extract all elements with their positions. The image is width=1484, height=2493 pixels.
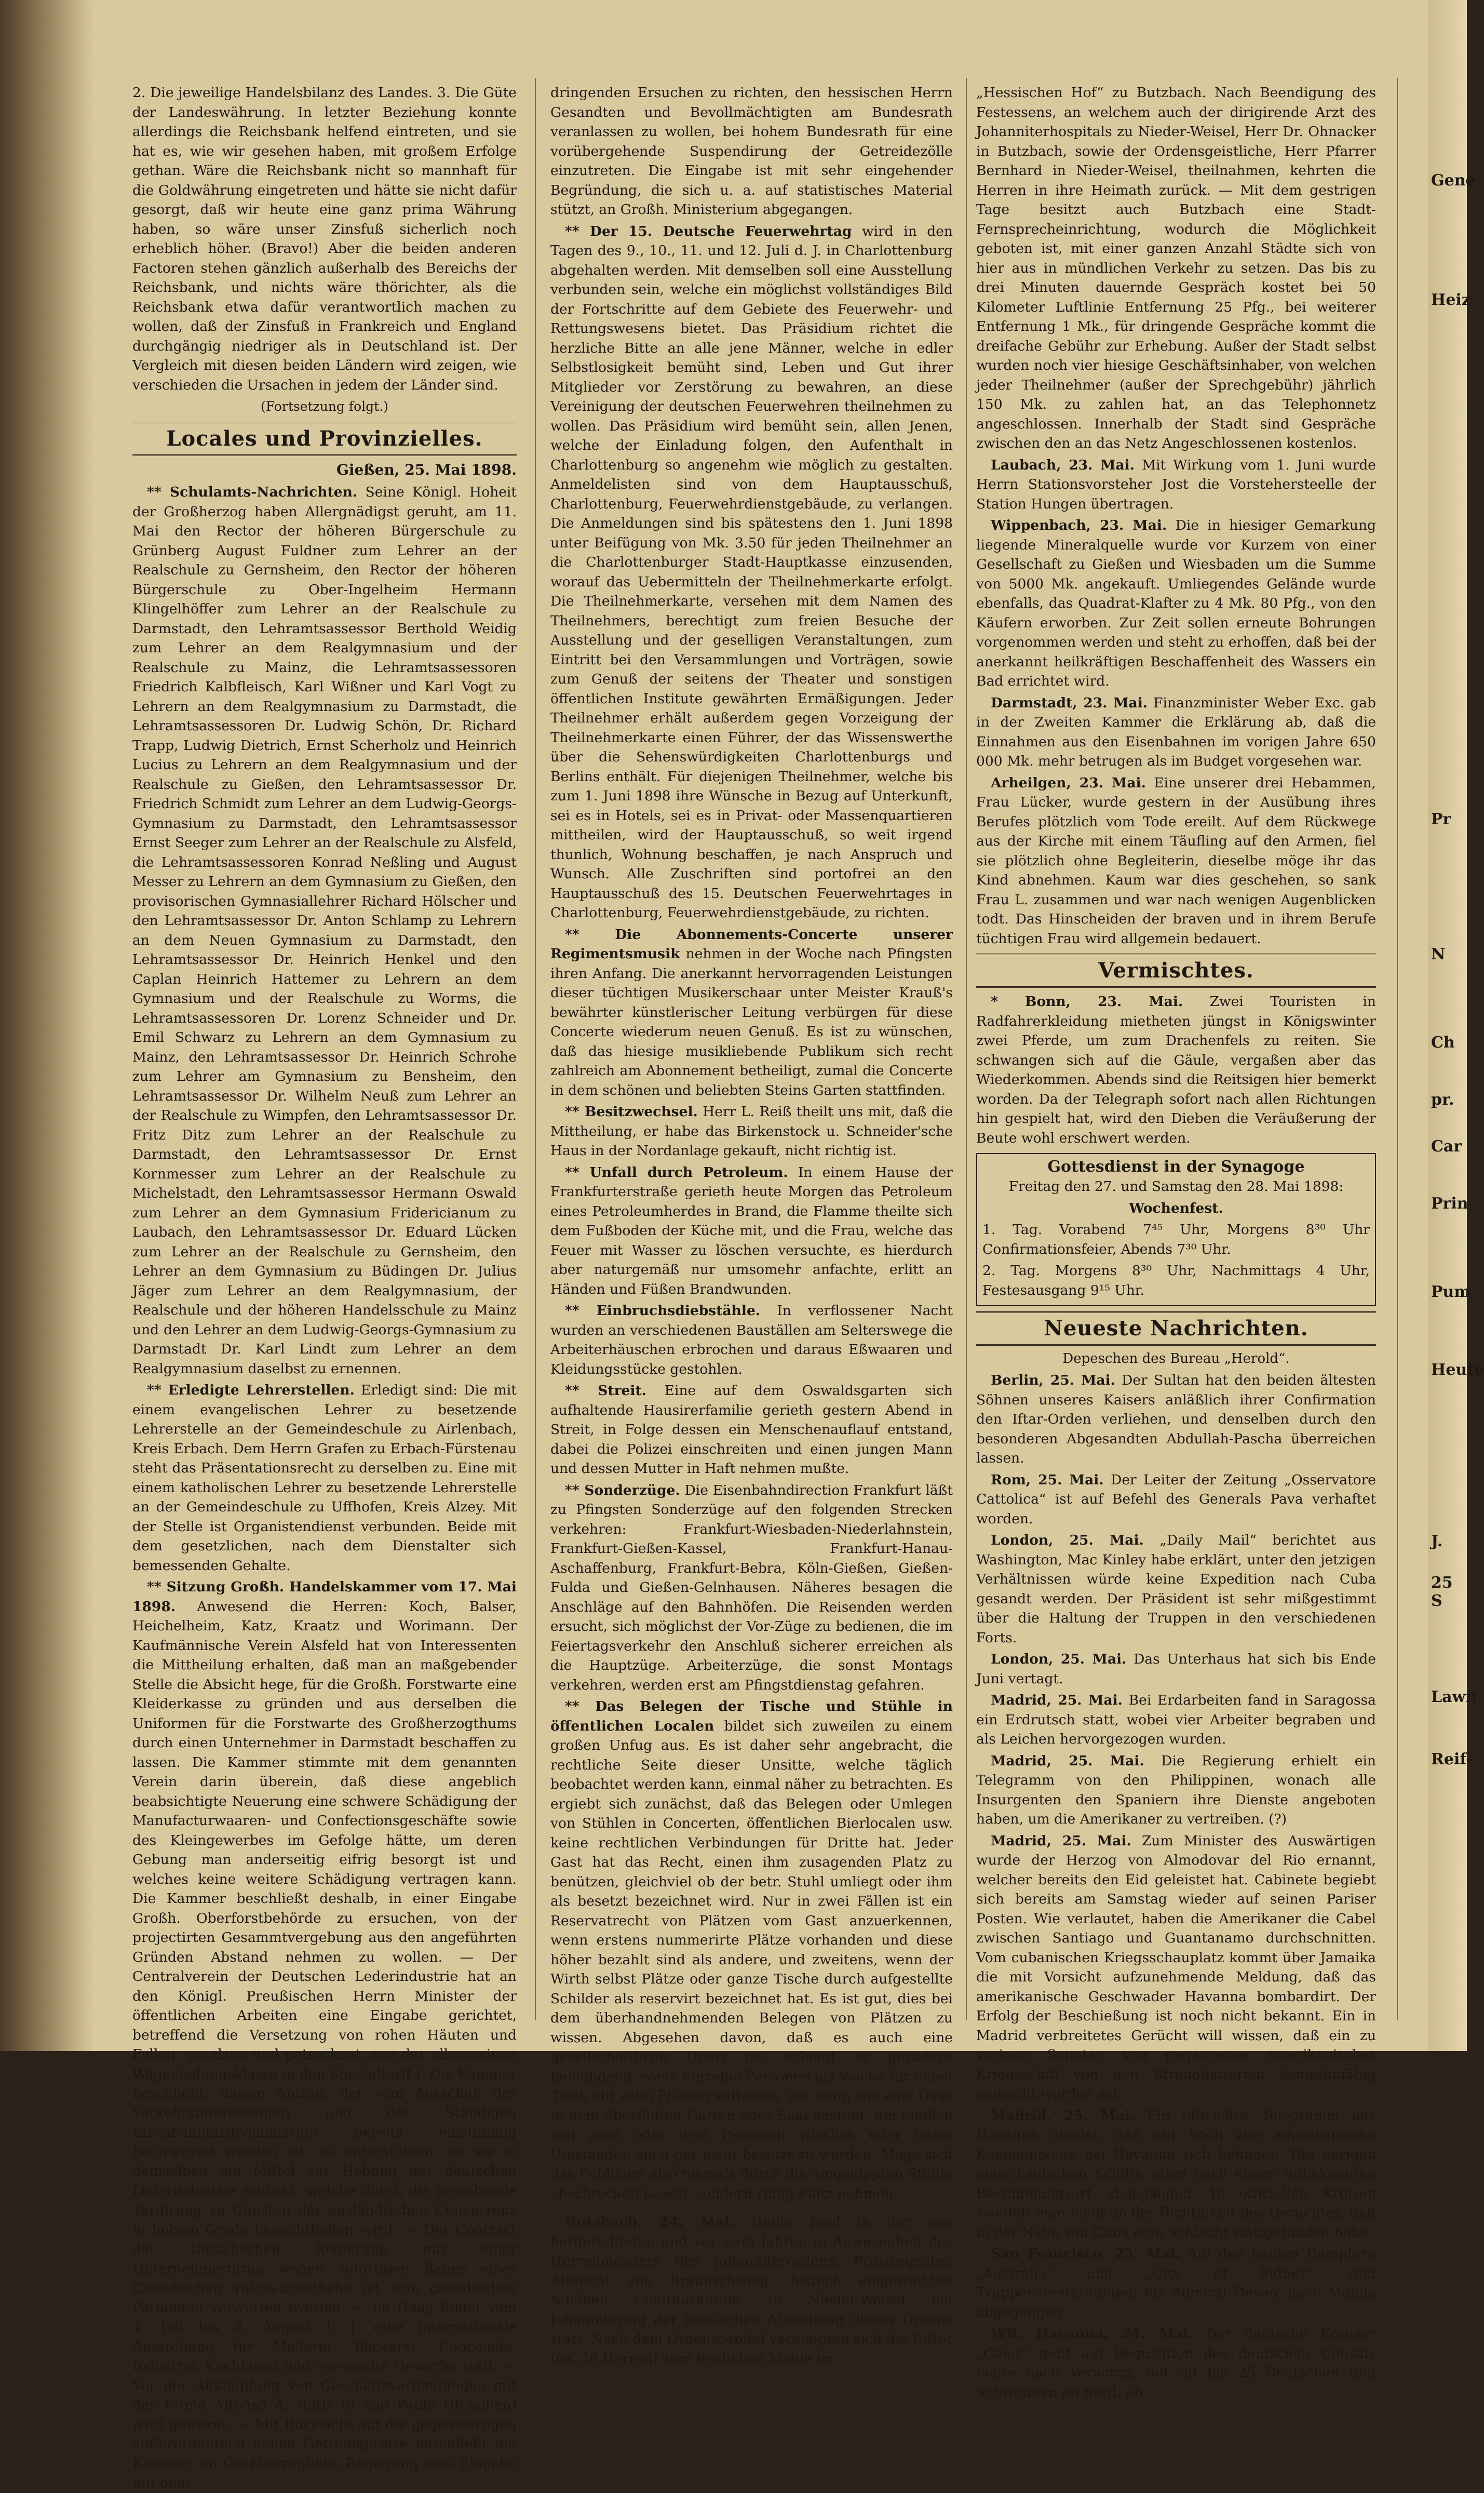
article-darmstadt: Darmstadt, 23. Mai. Finanzminister Weber Exc. gab in der Zweiten Kammer die Erklärung ab, daß die Einnahmen aus den Eisenbahnen im vorigen Jahre 650 000 Mk. mehr betrugen als im Budget vorgesehen war. bbox=[976, 694, 1376, 769]
continued-note: (Fortsetzung folgt.) bbox=[261, 399, 388, 414]
news-item: Berlin, 25. Mai. Der Sultan hat den beiden ältesten Söhnen unseres Kaisers anläßlich ihrer Confirmation den Iftar-Orden verliehen, und denselben durch den besonderen Abgesandten Abdullah-Pascha überreichen lassen. bbox=[976, 1372, 1376, 1466]
article-text: „Hessischen Hof“ zu Butzbach. Nach Beendigung des Festessens, an welchem auch der dirigirende Arzt des Johanniterhospitals zu Nieder-Weisel, Herr Dr. Ohnacker in Butzbach, sowie der Ordensgeistliche, Herr Pfarrer Bernhard in Nieder-Weisel, theilnahmen, kehrten die Herren in ihre Heimath zurück. — Mit dem gestrigen Tage besitzt auch Butzbach eine Stadt-Fernsprecheinrichtung, wodurch die Möglichkeit geboten ist, mit einer ganzen Anzahl Städte sich von hier aus in mündlichen Verkehr zu setzen. Das bis zu drei Minuten dauernde Gespräch kostet bei 50 Kilometer Luftlinie Entfernung 25 Pfg., bei weiterer Entfernung 1 Mk., für dringende Gespräche kommt die dreifache Gebühr zur Erhebung. Außer der Stadt selbst wurden noch vier hiesige Geschäftsinhaber, von welchen jeder Theilnehmer (außer der Sprechgebühr) jährlich 150 Mk. zu zahlen hat, an das Telephonnetz angeschlossen. Innerhalb der Stadt sind Gespräche zwischen den an das Netz Angeschlossenen kostenlos. bbox=[976, 85, 1376, 451]
article-butzbach: Butzbach, 24. Mai. Heute fand in der neu hergerichteten und vor zwei Jahren in Anwesenheit des Herrenmeisters des Johanniterordens, Prinzregenten Albrecht von Braunschweig, festlich eingeweihten schönen Comthurkirche zu Nieder-Weisel ein Johannitertag der hessischen Abtheilung dieses Ordens statt. Nach dem Ordenscapitel vereinigten sich die Ritter (ca. 26 Herren) zum festlichen Mahle im bbox=[550, 2214, 953, 2367]
edge-fragment: Heiz bbox=[1431, 291, 1470, 309]
edge-fragment: Pr bbox=[1431, 810, 1451, 828]
column-rule bbox=[1397, 78, 1398, 2020]
divider bbox=[571, 2207, 932, 2208]
article-arheilgen: Arheilgen, 23. Mai. Eine unserer drei Hebammen, Frau Lücker, wurde gestern in der Ausübung ihres Berufes plötzlich vom Tode ereilt. Auf dem Rückwege aus der Kirche mit einem Täufling auf den Armen, fiel sie plötzlich ohne Begleiterin, dieselbe möge ihr das Kind abnehmen. Kaum war dies geschehen, so sank Frau L. zusammen und war nach wenigen Augenblicken todt. Das Hinscheiden der braven und in ihrem Berufe tüchtigen Frau wird allgemein bedauert. bbox=[976, 774, 1376, 947]
adjacent-page-edge bbox=[1428, 0, 1484, 2051]
article-sonderzuege: ** Sonderzüge. Die Eisenbahndirection Frankfurt läßt zu Pfingsten Sonderzüge auf den folgenden Strecken verkehren: Frankfurt-Wiesbaden-Niederlahnstein, Frankfurt-Gießen-Kassel, Frankfurt-Hanau-Aschaffenburg, Frankfurt-Bebra, Köln-Gießen, Gießen-Fulda und Gießen-Gelnhausen. Näheres besagen die Anschläge auf den Bahnhöfen. Die Reisenden werden ersucht, sich möglichst der Vor-Züge zu bedienen, die im Feiertagsverkehr den Anschluß sicherer erreichen als die Hauptzüge. Arbeiterzüge, die sonst Montags verkehren, werden erst am Pfingstdienstag gefahren. bbox=[550, 1482, 953, 1693]
article-laubach: Laubach, 23. Mai. Mit Wirkung vom 1. Juni wurde Herrn Stationsvorsteher Jost die Vorstehersteelle der Station Hungen übertragen. bbox=[976, 457, 1376, 512]
edge-fragment: J. bbox=[1431, 1532, 1443, 1550]
news-item: London, 25. Mai. „Daily Mail“ berichtet aus Washington, Mac Kinley habe erklärt, unter den jetzigen Verhältnissen würde keine Expedition nach Cuba gesandt werden. Der Präsident ist sehr mißgestimmt über die Haltung der Truppen in den verschiedenen Forts. bbox=[976, 1532, 1377, 1646]
article-schulamt: ** Schulamts-Nachrichten. Seine Königl. Hoheit der Großherzog haben Allergnädigst geruht, am 11. Mai den Rector der höheren Bürgerschule zu Grünberg August Fuldner zum Lehrer an der Realschule zu Gernsheim, den Rector der höheren Bürgerschule zu Ober-Ingelheim Hermann Klingelhöffer zum Lehrer an der Realschule zu Darmstadt, den Lehramtsassessor Berthold Weidig zum Lehrer an dem Realgymnasium und der Realschule zu Mainz, die Lehramtsassessoren Friedrich Kalbfleisch, Karl Wißner und Karl Vogt zu Lehrern an dem Realgymnasium zu Darmstadt, die Lehramtsassessoren Dr. Ludwig Schön, Dr. Richard Trapp, Ludwig Dietrich, Ernst Scherholz und Heinrich Lucius zu Lehrern an dem Realgymnasium und der Realschule zu Gießen, den Lehramtsassessor Dr. Friedrich Schmidt zum Lehrer an dem Ludwig-Georgs-Gymnasium zu Darmstadt, den Lehramtsassessor Ernst Seeger zum Lehrer an der Realschule zu Alsfeld, die Lehramtsassessoren Konrad Neßling und August Messer zu Lehrern an dem Gymnasium zu Gießen, den provisorischen Gymnasiallehrer Richard Hölscher und den Lehramtsassessor Dr. Anton Schlamp zu Lehrern an dem Neuen Gymnasium zu Darmstadt, den Lehramtsassessor Dr. Heinrich Henkel und den Caplan Heinrich Hattemer zu Lehrern an dem Gymnasium und der Realschule zu Worms, die Lehramtsassessoren Dr. Lorenz Schneider und Dr. Emil Schwarz zu Lehrern an dem Gymnasium zu Mainz, den Lehramtsassessor Dr. Heinrich Schrohe zum Lehrer am Gymnasium zu Bensheim, den Lehramtsassessor Dr. Wilhelm Neuß zum Lehrer an der Realschule zu Wimpfen, den Lehramtsassessor Dr. Fritz Ditz zum Lehrer an der Realschule zu Darmstadt, den Lehramtsassessor Dr. Ernst Kornmesser zum Lehrer an der Realschule zu Michelstadt, den Lehramtsassessor Hermann Oswald zum Lehrer an dem Gymnasium Fridericianum zu Laubach, den Lehramtsassessor Dr. Eduard Lücken zum Lehrer an der Realschule zu Gernsheim, den Lehrer an dem Gymnasium zu Büdingen Dr. Julius Jäger zum Lehrer an dem Realgymnasium, der Realschule und der höheren Handelsschule zu Mainz und den Lehrer an dem Ludwig-Georgs-Gymnasium zu Darmstadt Dr. Karl Lindt zum Lehrer an dem Realgymnasium daselbst zu ernennen. bbox=[132, 484, 517, 1377]
edge-fragment: pr. bbox=[1431, 1091, 1454, 1109]
edge-fragment: Car bbox=[1431, 1137, 1462, 1156]
article-streit: ** Streit. Eine auf dem Oswaldsgarten sich aufhaltende Hausirerfamilie gerieth gestern Abend in Streit, in Folge dessen ein Menschenauflauf entstand, dabei die Polizei einschreiten und einen jungen Mann und dessen Mutter in Haft nehmen mußte. bbox=[550, 1383, 953, 1477]
edge-fragment: Prin bbox=[1431, 1195, 1468, 1213]
article-bonn: * Bonn, 23. Mai. Zwei Touristen in Radfahrerkleidung mietheten jüngst in Königswinter zwei Pferde, um zum Drachenfels zu reiten. Sie schwangen sich auf die Gäule, vergaßen aber das Wiederkommen. Abends sind die Reitsigen hier bemerkt worden. Da der Telegraph sofort nach allen Richtungen hin gespielt hat, wird den Dieben die Veräußerung der Beute wohl erschwert werden. bbox=[976, 994, 1376, 1146]
synagogue-day-2: 2. Tag. Morgens 8³⁰ Uhr, Nachmittags 4 Uhr, Festesausgang 9¹⁵ Uhr. bbox=[982, 1263, 1370, 1298]
column-1 bbox=[132, 83, 517, 2491]
column-rule bbox=[535, 78, 536, 2020]
article-text: dringenden Ersuchen zu richten, den hessischen Herrn Gesandten und Bevollmächtigten am Bundesrath veranlassen zu wollen, bei hohem Bundesrath für eine vorübergehende Suspendirung der Getreidezölle einzutreten. Die Eingabe ist mit sehr eingehender Begründung, die sich u. a. auf statistisches Material stützt, an Großh. Ministerium abgegangen. bbox=[550, 85, 953, 218]
article-einbruch: ** Einbruchsdiebstähle. In verflossener Nacht wurden an verschiedenen Bauställen am Selterswege die Arbeiterhäuschen erbrochen und daraus Eßwaaren und Kleidungsstücke gestohlen. bbox=[550, 1303, 953, 1377]
article-belegen: ** Das Belegen der Tische und Stühle in öffentlichen Localen bildet sich zuweilen zu einem großen Unfug aus. Es ist daher sehr angebracht, die rechtliche Seite dieser Unsitte, welche täglich beobachtet werden kann, einmal näher zu betrachten. Es ergiebt sich zunächst, daß das Belegen oder Umlegen von Stühlen in Concerten, öffentlichen Bierlocalen usw. keine rechtlichen Verbindungen für Dritte hat. Jeder Gast hat das Recht, einen ihm zusagenden Platz zu benützen, gleichviel ob der betr. Stuhl umliegt oder ihm als besetzt bezeichnet wird. Nur in zwei Fällen ist ein Reservatrecht von Plätzen vom Gast anzuerkennen, wenn erstens nummerirte Plätze vorhanden und diese höher bezahlt sind als andere, und zweitens, wenn der Wirth selbst Plätze oder ganze Tische durch aufgestellte Schilder als reservirt bezeichnet hat. Es ist gut, dies bei dem überhandnehmenden Belegen von Plätzen zu wissen. Abgesehen davon, daß es auch eine gesellschaftliche Unart ist, scheint es geradezu beleidigend, wenn einzelne Personen als Wache für einen Tisch mit zehn Plätzen auftreten, der dann wie eine Oase in dem überfüllten Garten oder Saal dasteht, um endlich von zwei oder drei Personen wirklich oder unter Umständen auch gar nicht besetzt zu werden. Möge sich das Publikum also niemals durch die umgekippten Stühle abschrecken lassen, sondern ruhig Platz nehmen. bbox=[550, 1698, 953, 2202]
synagogue-date: Freitag den 27. und Samstag den 28. Mai 1898: bbox=[1008, 1178, 1344, 1195]
news-item: Madrid, 25. Mai. Die Regierung erhielt ein Telegramm von den Philippinen, wonach alle Insurgenten den Spaniern ihre Dienste angeboten haben, um die Amerikaner zu vertreiben. (?) bbox=[976, 1752, 1376, 1827]
synagogue-box bbox=[976, 1153, 1376, 1306]
article-lehrerstellen: ** Erledigte Lehrerstellen. Erledigt sind: Die mit einem evangelischen Lehrer zu besetzende Lehrerstelle an der Gemeindeschule zu Airlenbach, Kreis Erbach. Dem Herrn Grafen zu Erbach-Fürstenau steht das Präsentationsrecht zu derselben zu. Eine mit einem katholischen Lehrer zu besetzende Lehrerstelle an der Gemeindeschule zu Uffhofen, Kreis Alzey. Mit der Stelle ist Organistendienst verbunden. Beide mit dem gesetzlichen, nach dem Dienstalter sich bemessenden Gehalte. bbox=[132, 1382, 517, 1574]
article-concerte: ** Die Abonnements-Concerte unserer Regimentsmusik nehmen in der Woche nach Pfingsten ihren Anfang. Die anerkannt hervorragenden Leistungen dieser tüchtigen Musikerschaar unter Meister Krauß's bewährter künstlerischer Leitung verbürgen für diese Concerte wiederum neuen Genuß. Es ist zu wünschen, daß das hiesige musikliebende Publikum sich recht zahlreich am Abonnement betheiligt, zumal die Concerte in dem schönen und beliebten Steins Garten stattfinden. bbox=[550, 926, 953, 1098]
article-unfall: ** Unfall durch Petroleum. In einem Hause der Frankfurterstraße gerieth heute Morgen das Petroleum eines Petroleumherdes in Brand, die Flamme theilte sich dem Fußboden der Küche mit, und die Frau, welche das Feuer mit Wasser zu löschen versuchte, es hierdurch aber naturgemäß nur umsomehr anfachte, erlitt an Händen und Füßen Brandwunden. bbox=[550, 1164, 953, 1297]
news-item: Madrid, 25. Mai. Bei Erdarbeiten fand in Saragossa ein Erdrutsch statt, wobei vier Arbeiter begraben und als Leichen hervorgezogen wurden. bbox=[976, 1692, 1376, 1747]
synagogue-feast: Wochenfest. bbox=[1129, 1200, 1223, 1216]
article-wippenbach: Wippenbach, 23. Mai. Die in hiesiger Gemarkung liegende Mineralquelle wurde vor Kurzem von einer Gesellschaft zu Gießen und Wiesbaden um die Summe von 5000 Mk. angekauft. Umliegendes Gelände wurde ebenfalls, das Quadrat-Klafter zu 4 Mk. 80 Pfg., von den Käufern erworben. Zur Zeit sollen erneute Bohrungen vorgenommen werden und steht zu erhoffen, daß bei der anerkannt heilkräftigen Beschaffenheit des Wassers ein Bad errichtet wird. bbox=[976, 517, 1376, 689]
news-item: Rom, 25. Mai. Der Leiter der Zeitung „Osservatore Cattolica“ ist auf Befehl des Generals Pava verhaftet worden. bbox=[976, 1471, 1376, 1527]
edge-fragment: Gene bbox=[1431, 171, 1476, 190]
dateline: Gießen, 25. Mai 1898. bbox=[336, 461, 517, 478]
article-besitzwechsel: ** Besitzwechsel. Herr L. Reiß theilt uns mit, daß die Mittheilung, er habe das Birkenstock u. Schneider'sche Haus in der Nordanlage gekauft, nicht richtig ist. bbox=[550, 1104, 953, 1159]
article-text: 2. Die jeweilige Handelsbilanz des Landes. 3. Die Güte der Landeswährung. In letzter Beziehung konnte allerdings die Reichsbank helfend eintreten, und sie hat es, wie wir gesehen haben, mit großem Erfolge gethan. Wäre die Reichsbank nicht so mannhaft für die Goldwährung eingetreten und hätte sie nicht dafür gesorgt, daß wir heute eine ganz prima Währung haben, so wäre unser Zinsfuß sicherlich noch erheblich höher. (Bravo!) Aber die beiden anderen Factoren stehen gänzlich außerhalb des Bereichs der Reichsbank, und nichts wäre thörichter, als die Reichsbank etwa dafür verantwortlich machen zu wollen, daß der Zinsfuß in Frankreich und England durchgängig niedriger als in Deutschland ist. Der Vergleich mit diesen beiden Ländern wird zeigen, wie verschieden die Ursachen in jedem der Länder sind. bbox=[132, 85, 517, 393]
section-heading-misc: Vermischtes. bbox=[976, 954, 1376, 988]
edge-fragment: Ch bbox=[1431, 1034, 1455, 1052]
column-rule bbox=[966, 78, 967, 2020]
book-binding bbox=[0, 0, 93, 2051]
news-item: Madrid, 25. Mai. Zum Minister des Auswärtigen wurde der Herzog von Almodovar del Rio ernannt, welcher bereits den Eid geleistet hat. Cabinete begiebt sich bereits am Samstag wieder auf seinen Pariser Posten. Wie verlautet, haben die Amerikaner die Cabel zwischen Santiago und Guantanamo durchschnitten. Vom cubanischen Kriegsschauplatz kommt über Jamaika die mit Vorsicht aufzunehmende Meldung, daß das amerikanische Geschwader Havanna bombardirt. Der Erfolg der Beschießung ist noch nicht bekannt. Ein in Madrid verbreitetes Gerücht will wissen, daß ein zu vorigen Sonntag von gegangenes amerikanisches Kriegsschiff von den Strandbatterien kampfunfähig gemacht worden sei. bbox=[976, 1832, 1376, 2102]
edge-fragment: Reif- bbox=[1431, 1750, 1473, 1768]
edge-fragment: N bbox=[1431, 945, 1446, 963]
edge-fragment: Heute bbox=[1431, 1361, 1484, 1379]
news-item: Madrid, 25. Mai. Ein officielles Telegramm aus Havanna meldet, daß nur noch vier amerikanische Kanonenboote bei Havanna sich befinden. Die übrigen amerikanischen Schiffe seien nach einem unbekannten Bestimmungsort abgegangen. In officiellen Kreisen zweifelt man nicht an der Richtigkeit des Gerüchtes, daß in der Nähe von Cuba eine Schlacht stattgefunden habe. bbox=[976, 2107, 1376, 2241]
news-item: WB. Havanna, 24. Mai. Der deutsche Kreuzer „Geier“ geht auf Requisition des deutschen Consuls heute nach Veracruz, mit 20 bis 25 Deutschen und Schweizern an Bord, ab. bbox=[976, 2326, 1376, 2401]
news-source: Depeschen des Bureau „Herold“. bbox=[1062, 1351, 1290, 1366]
section-heading-local: Locales und Provinzielles. bbox=[132, 422, 517, 456]
section-heading-news: Neueste Nachrichten. bbox=[976, 1311, 1376, 1346]
edge-fragment: 25 S bbox=[1431, 1574, 1453, 1610]
column-3 bbox=[976, 83, 1377, 2401]
edge-fragment: Pum bbox=[1431, 1283, 1471, 1301]
synagogue-title: Gottesdienst in der Synagoge bbox=[1047, 1158, 1305, 1176]
edge-fragment: Lawn bbox=[1431, 1688, 1477, 1706]
article-handelskammer: ** Sitzung Großh. Handelskammer vom 17. Mai 1898. Anwesend die Herren: Koch, Balser, Heichelheim, Katz, Kraatz und Worimann. Der Kaufmännische Verein Alsfeld hat von Interessenten die Mittheilung erhalten, daß man an maßgebender Stelle die Absicht hege, für die Großh. Forstwarte eine Kleiderkasse zu gründen und aus derselben die Uniformen für die Forstwarte des Großherzogthums durch einen Unternehmer in Darmstadt beschaffen zu lassen. Die Kammer stimmte mit dem genannten Verein darin überein, daß diese angeblich beabsichtigte Neuerung eine schwere Schädigung der Manufacturwaaren- und Confectionsgeschäfte sowie des Kleingewerbes im Gefolge hätte, um deren Gebung man anderseitig eifrig besorgt ist und welches keine weitere Schädigung vertragen kann. Die Kammer beschließt deshalb, in einer Eingabe Großh. Oberforstbehörde zu ersuchen, von der projectirten Gesammtvergebung aus den angeführten Gründen Abstand nehmen zu wollen. — Der Centralverein der Deutschen Lederindustrie hat an den Königl. Preußischen Herrn Minister der öffentlichen Arbeiten eine Eingabe gerichtet, betreffend die Versetzung von rohen Häuten und Fellen, gesalzen und getrocknet, aus der allgemeinen Wagenladungsklasse in den Specialtarif I. Die Kammer beschließt, diesen Antrag, der vom Ausschuß der Verkehrsinteressenten und der Ständigen Eisenbahntarifcommission bereits einstimmig befürwortet worden ist, zu unterstützen, da sie in demselben ein Mittel zur Hebung der deutschen Lederindustrie erblickt, welche durch die bestehende Tarifirung zu Gunsten der ausländischen Concurrenz in hohem Grade benachtheiligt wird. — Der Contract der Canadischen Regierung mit einer Unternehmerfirma wegen sofortigen Baues einer Canadischen Yukon-Eisenbahn ist vom canadischen Parlament verworfen worden. — Im Haag findet vom 4. Juli bis 2. August l. J. eine internationale Ausstellung für Müllerei, Bäckerei, Chocolade-Industrie, Kochkunst und verwandte Gewerbe statt. — Vor der Anknüpfung von Geschäftsverbindungen mit der Firma Alfonso A. Rutis in Sao Paulo (Brasilien) wird gewarnt. — Mit Rücksicht auf die gegenwärtigen außerordentlich hohen Getreidepreise beschließt die Kammer, an Großherzogliche Regierung eine Eingabe mit dem bbox=[132, 1579, 517, 2491]
synagogue-day-1: 1. Tag. Vorabend 7⁴⁵ Uhr, Morgens 8³⁰ Uhr Confirmationsfeier, Abends 7³⁰ Uhr. bbox=[982, 1222, 1370, 1257]
column-2 bbox=[550, 83, 953, 2367]
news-item: London, 25. Mai. Das Unterhaus hat sich bis Ende Juni vertagt. bbox=[976, 1651, 1377, 1687]
article-feuerwehrtag: ** Der 15. Deutsche Feuerwehrtag wird in den Tagen des 9., 10., 11. und 12. Juli d. J. in Charlottenburg abgehalten werden. Mit demselben soll eine Ausstellung verbunden sein, welche ein möglichst vollständiges Bild der Fortschritte auf dem Gebiete des Feuerwehr- und Rettungswesens bietet. Das Präsidium richtet die herzliche Bitte an alle jene Männer, welche in edler Selbstlosigkeit bemüht sind, Leben und Gut ihrer Mitglieder vor Zerstörung zu bewahren, an diese Vereinigung der deutschen Feuerwehren theilnehmen zu wollen. Das Präsidium wird bemüht sein, allen Jenen, welche der Einladung folgen, den Aufenthalt in Charlottenburg so angenehm wie möglich zu gestalten. Anmeldelisten sind von dem Hauptausschuß, Charlottenburg, Feuerwehrdienstgebäude, zu verlangen. Die Anmeldungen sind bis spätestens den 1. Juni 1898 unter Beifügung von Mk. 3.50 für jeden Theilnehmer an die Charlottenburger Stadt-Hauptkasse einzusenden, worauf das Uebermitteln der Theilnehmerkarte erfolgt. Die Theilnehmerkarte, versehen mit dem Namen des Theilnehmers, berechtigt zum freien Besuche der Ausstellung und der geselligen Veranstaltungen, zum Eintritt bei den Versammlungen und Vorträgen, sowie zum Genuß der seitens der Theater und sonstigen öffentlichen Institute gewährten Ermäßigungen. Jeder Theilnehmer erhält außerdem gegen Vorzeigung der Theilnehmerkarte einen Führer, der das Wissenswerthe über die Sehenswürdigkeiten Charlottenburgs und Berlins enthält. Für diejenigen Theilnehmer, welche bis zum 1. Juni 1898 ihre Wünsche in Bezug auf Unterkunft, sei es in Hotels, sei es in Privat- oder Massenquartieren mittheilen, wird der Hauptausschuß, so weit irgend thunlich, Wohnung beschaffen, je nach Anspruch und Wunsch. Alle Zuschriften sind portofrei an den Hauptausschuß des 15. Deutschen Feuerwehrtages in Charlottenburg, Feuerwehrdienstgebäude, zu richten. bbox=[550, 223, 953, 921]
news-item: San Francisco, 25. Mai. Auf den beiden Dampfern „Australia“ und „City of Sidney“ sind Truppenverstärkungen für Admiral Dewey nach Manila abgegangen. bbox=[976, 2246, 1376, 2321]
